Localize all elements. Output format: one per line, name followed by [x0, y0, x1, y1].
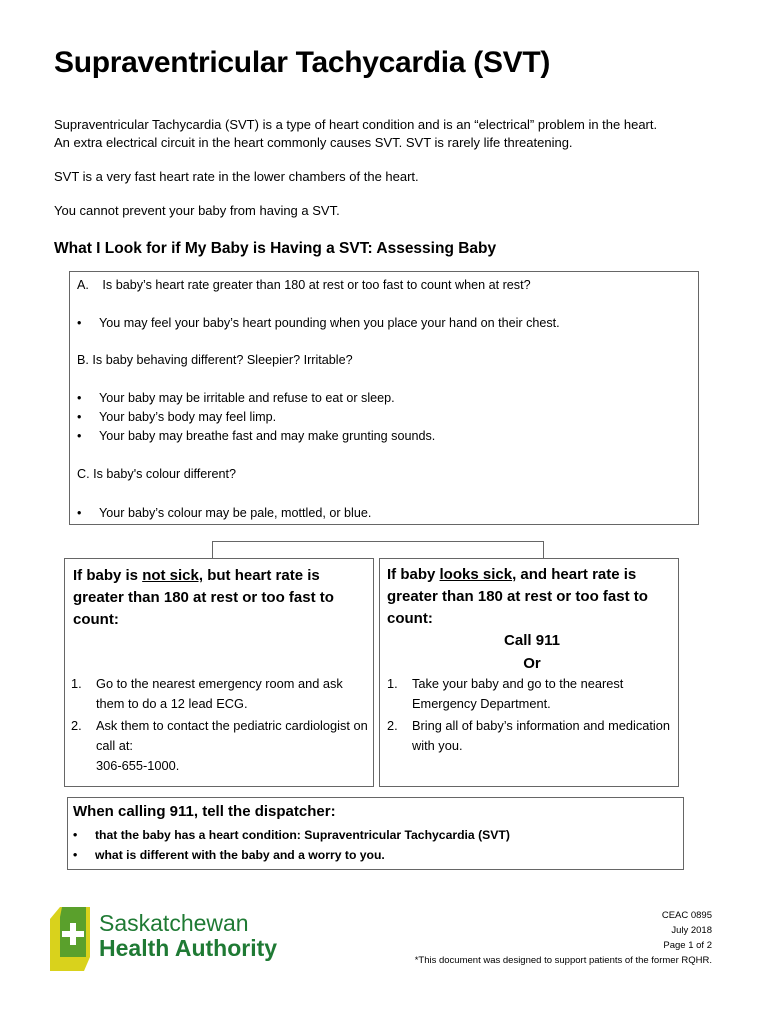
- document-date: July 2018: [671, 925, 712, 936]
- step-number: 1.: [71, 676, 82, 691]
- connector-left: [212, 541, 213, 558]
- dispatcher-bullets: [71, 825, 510, 865]
- question-b-bullets: [75, 389, 435, 446]
- not-sick-heading-part-2: but heart rate is greater than 180 at rest or too fast to count:: [73, 567, 334, 628]
- list-item: • Your baby may breathe fast and may make grunting sounds.: [75, 427, 435, 446]
- intro-paragraph-1: [54, 116, 657, 152]
- list-item: • Your baby may be irritable and refuse to eat or sleep.: [75, 389, 435, 408]
- not-sick-steps: [71, 674, 369, 778]
- footer-note: *This document was designed to support patients of the former RQHR.: [414, 955, 712, 966]
- connector-horizontal: [212, 541, 544, 542]
- intro-line-1: Supraventricular Tachycardia (SVT) is a type of heart condition and is an “electrical” problem in the heart.: [54, 117, 658, 132]
- document-footer: [415, 908, 712, 968]
- step-text: Bring all of baby’s information and medication with you.: [412, 718, 670, 753]
- step-number: 1.: [387, 676, 398, 691]
- step-number: 2.: [71, 718, 82, 733]
- logo-line-2: Health Authority: [99, 935, 278, 961]
- list-item: • that the baby has a heart condition: Supraventricular Tachycardia (SVT): [71, 825, 510, 845]
- not-sick-heading: [73, 565, 363, 631]
- question-a-letter: A.: [77, 278, 89, 292]
- page-number: Page 1 of 2: [663, 940, 712, 951]
- connector-right: [543, 541, 544, 558]
- step-text: Ask them to contact the pediatric cardiologist on call at:: [96, 718, 368, 753]
- intro-paragraph-2: SVT is a very fast heart rate in the lower chambers of the heart.: [54, 169, 419, 184]
- list-item: [71, 716, 369, 776]
- question-b: B. Is baby behaving different? Sleepier? Irritable?: [77, 353, 353, 367]
- looks-sick-heading: [387, 564, 672, 630]
- question-c-bullets: [75, 504, 371, 523]
- not-sick-emphasis: not sick,: [142, 567, 204, 584]
- list-item: • Your baby’s body may feel limp.: [75, 408, 435, 427]
- cardiology-phone: 306-655-1000.: [96, 758, 180, 773]
- list-item: [71, 674, 369, 714]
- looks-sick-heading-part-1: If baby: [387, 566, 440, 583]
- not-sick-heading-part-1: If baby is: [73, 567, 143, 584]
- list-item: • what is different with the baby and a worry to you.: [71, 845, 510, 865]
- or-text: Or: [523, 655, 541, 672]
- question-a: [77, 276, 531, 295]
- looks-sick-emphasis: looks sick: [439, 566, 513, 583]
- step-text: Go to the nearest emergency room and ask them to do a 12 lead ECG.: [96, 676, 343, 711]
- question-c: C. Is baby's colour different?: [77, 467, 236, 481]
- assess-heading: What I Look for if My Baby is Having a SVT: Assessing Baby: [54, 240, 497, 257]
- intro-paragraph-3: You cannot prevent your baby from having a SVT.: [54, 203, 340, 218]
- list-item: [387, 716, 672, 756]
- dispatcher-heading: When calling 911, tell the dispatcher:: [73, 803, 336, 820]
- list-item: • You may feel your baby’s heart pounding when you place your hand on their chest.: [75, 314, 560, 333]
- call-911-text: Call 911: [504, 632, 560, 649]
- page-title: Supraventricular Tachycardia (SVT): [54, 46, 551, 79]
- list-item: • Your baby’s colour may be pale, mottled, or blue.: [75, 504, 371, 523]
- document-code: CEAC 0895: [661, 910, 712, 921]
- looks-sick-steps: [387, 674, 672, 758]
- question-a-text: Is baby’s heart rate greater than 180 at rest or too fast to count when at rest?: [102, 278, 531, 292]
- step-text: Take your baby and go to the nearest Emergency Department.: [412, 676, 624, 711]
- question-a-bullets: [75, 314, 560, 333]
- list-item: [387, 674, 672, 714]
- sha-logo-icon: [50, 907, 90, 971]
- looks-sick-heading-part-2: , and heart rate is greater than 180 at rest or too fast to count:: [387, 566, 648, 627]
- step-number: 2.: [387, 718, 398, 733]
- logo-line-1: Saskatchewan: [99, 910, 249, 936]
- intro-line-2: An extra electrical circuit in the heart commonly causes SVT. SVT is rarely life threatening.: [54, 135, 573, 150]
